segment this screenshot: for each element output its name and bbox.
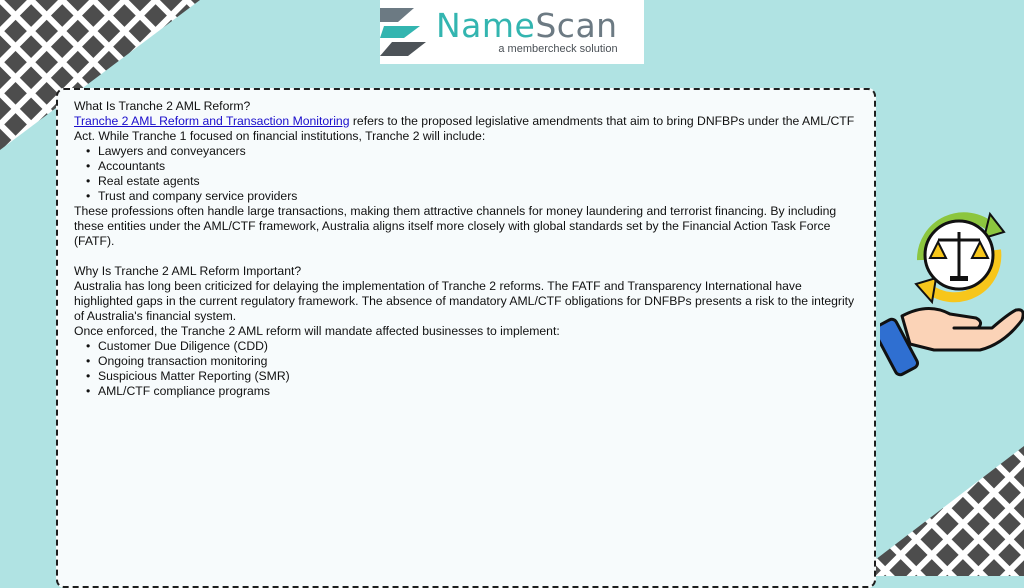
list-item: • Real estate agents: [98, 174, 864, 189]
section-heading-what: What Is Tranche 2 AML Reform?: [74, 99, 251, 113]
list-item: • Accountants: [98, 159, 864, 174]
logo-wordmark: NameScan: [436, 6, 618, 45]
namescan-logo[interactable]: [380, 0, 644, 64]
intro-paragraph: Tranche 2 AML Reform and Transaction Monitoring refers to the proposed legislative amendments that aim to bring DNFBPs under the AML/CTF Act. While Tranche 1 focused on financial institutions, Tranche 2 will include:: [74, 114, 855, 143]
list-item: • Customer Due Diligence (CDD): [98, 339, 864, 354]
closing-paragraph: These professions often handle large transactions, making them attractive channels for money laundering and terrorist financing. By including these entities under the AML/CTF framework, Australia aligns itself more closely with global standards set by the Financial Action Task Force (FATF).: [74, 204, 837, 248]
list-item: • Trust and company service providers: [98, 189, 864, 204]
importance-paragraph: Australia has long been criticized for delaying the implementation of Tranche 2 reforms. The FATF and Transparency International have highlighted gaps in the current regulatory framework. The absence of mandatory AML/CTF obligations for DNFBPs presents a risk to the integrity of Australia's financial system.: [74, 279, 855, 323]
logo-tagline: a membercheck solution: [498, 43, 618, 55]
tranche2-link[interactable]: Tranche 2 AML Reform and Transaction Monitoring: [74, 114, 350, 128]
included-professions-list: [74, 144, 864, 204]
article-content: [74, 99, 864, 399]
section-heading-why: Why Is Tranche 2 AML Reform Important?: [74, 264, 302, 278]
scales-in-hand-icon: [880, 198, 1024, 378]
list-item: • Lawyers and conveyancers: [98, 144, 864, 159]
list-item: • Suspicious Matter Reporting (SMR): [98, 369, 864, 384]
decorative-stripes-bottom-right: [854, 446, 1024, 576]
list-item: • AML/CTF compliance programs: [98, 384, 864, 399]
list-item: • Ongoing transaction monitoring: [98, 354, 864, 369]
namescan-mark-icon: [380, 4, 426, 60]
obligations-list: [74, 339, 864, 399]
mandate-paragraph: Once enforced, the Tranche 2 AML reform will mandate affected businesses to implement:: [74, 324, 560, 338]
